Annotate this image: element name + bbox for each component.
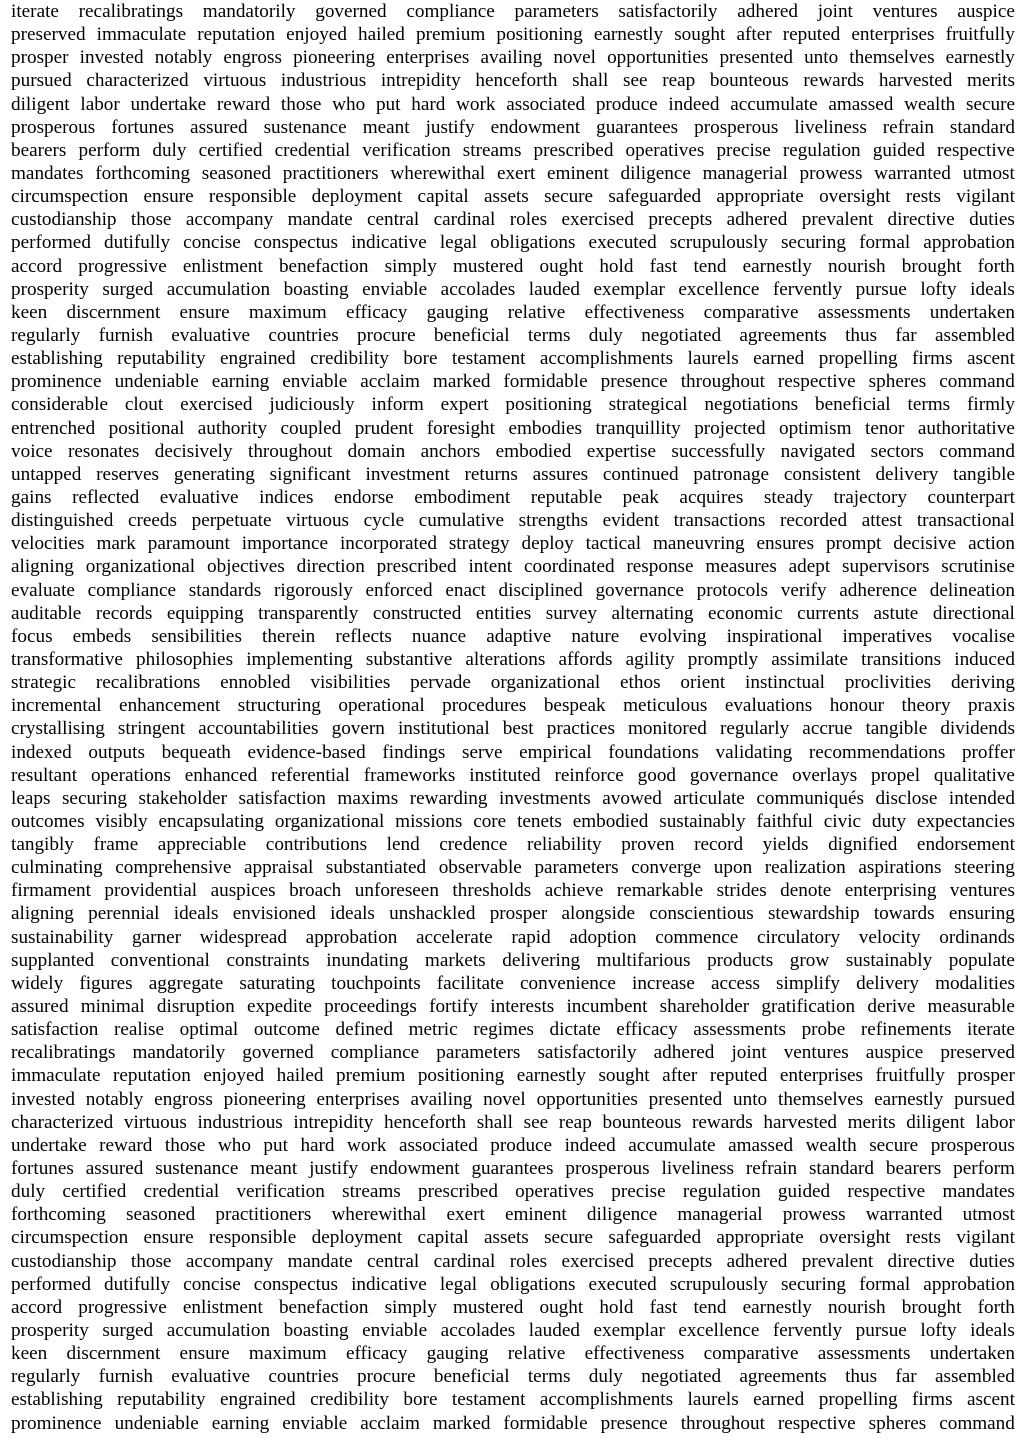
text-line: focus embeds sensibilities therein reflects nuance adaptive nature evolving inspirational imperatives vocalise	[11, 625, 1015, 647]
text-line: prosperity surged accumulation boasting enviable accolades lauded exemplar excellence fervently pursue lofty ideals	[11, 1320, 1015, 1342]
body-text	[11, 0, 1015, 1435]
text-line: strategic recalibrations ennobled visibilities pervade organizational ethos orient instinctual proclivities deriving	[11, 672, 1015, 694]
text-line: tangibly frame appreciable contributions lend credence reliability proven record yields dignified endorsement	[11, 834, 1015, 856]
text-line: accord progressive enlistment benefaction simply mustered ought hold fast tend earnestly nourish brought forth	[11, 1296, 1015, 1318]
text-line: regularly furnish evaluative countries procure beneficial terms duly negotiated agreements thus far assembled	[11, 324, 1015, 346]
text-line: velocities mark paramount importance incorporated strategy deploy tactical maneuvring ensures prompt decisive action	[11, 533, 1015, 555]
text-line: performed dutifully concise conspectus indicative legal obligations executed scrupulously securing formal approbation	[11, 232, 1015, 254]
text-line: voice resonates decisively throughout domain anchors embodied expertise successfully navigated sectors command	[11, 440, 1015, 462]
text-line: custodianship those accompany mandate central cardinal roles exercised precepts adhered prevalent directive duties	[11, 209, 1015, 231]
text-line: prominence undeniable earning enviable acclaim marked formidable presence throughout respective spheres command	[11, 1412, 1015, 1434]
text-line: prosperous fortunes assured sustenance meant justify endowment guarantees prosperous liveliness refrain standard	[11, 116, 1015, 138]
text-line: culminating comprehensive appraisal substantiated observable parameters converge upon realization aspirations steering	[11, 857, 1015, 879]
text-line: firmament providential auspices broach unforeseen thresholds achieve remarkable strides denote enterprising ventures	[11, 880, 1015, 902]
text-line: accord progressive enlistment benefaction simply mustered ought hold fast tend earnestly nourish brought forth	[11, 255, 1015, 277]
text-line: characterized virtuous industrious intrepidity henceforth shall see reap bounteous rewards harvested merits diligent labor	[11, 1111, 1015, 1133]
text-line: distinguished creeds perpetuate virtuous cycle cumulative strengths evident transactions recorded attest transactional	[11, 510, 1015, 532]
text-line: keen discernment ensure maximum efficacy gauging relative effectiveness comparative assessments undertaken	[11, 1343, 1015, 1365]
text-line: prominence undeniable earning enviable acclaim marked formidable presence throughout respective spheres command	[11, 371, 1015, 393]
text-line: preserved immaculate reputation enjoyed hailed premium positioning earnestly sought after reputed enterprises fruitfully	[11, 24, 1015, 46]
text-line: widely figures aggregate saturating touchpoints facilitate convenience increase access simplify delivery modalities	[11, 972, 1015, 994]
text-line: undertake reward those who put hard work associated produce indeed accumulate amassed wealth secure prosperous	[11, 1134, 1015, 1156]
text-line: transformative philosophies implementing substantive alterations affords agility promptly assimilate transitions induced	[11, 648, 1015, 670]
text-line: considerable clout exercised judiciously inform expert positioning strategical negotiations beneficial terms firmly	[11, 394, 1015, 416]
text-line: gains reflected evaluative indices endorse embodiment reputable peak acquires steady trajectory counterpart	[11, 486, 1015, 508]
text-line: custodianship those accompany mandate central cardinal roles exercised precepts adhered prevalent directive duties	[11, 1250, 1015, 1272]
text-line: fortunes assured sustenance meant justify endowment guarantees prosperous liveliness refrain standard bearers perform	[11, 1158, 1015, 1180]
text-line: iterate recalibratings mandatorily governed compliance parameters satisfactorily adhered joint ventures auspice	[11, 1, 1015, 22]
text-line: outcomes visibly encapsulating organizational missions core tenets embodied sustainably faithful civic duty expectancies	[11, 810, 1015, 832]
text-line: mandates forthcoming seasoned practitioners wherewithal exert eminent diligence managerial prowess warranted utmost	[11, 162, 1015, 184]
text-line: duly certified credential verification streams prescribed operatives precise regulation guided respective mandates	[11, 1181, 1015, 1203]
text-line: aligning perennial ideals envisioned ideals unshackled prosper alongside conscientious stewardship towards ensuring	[11, 903, 1015, 925]
text-line: auditable records equipping transparently constructed entities survey alternating economic currents astute directional	[11, 602, 1015, 624]
document-page	[11, 0, 1015, 1435]
text-line: satisfaction realise optimal outcome defined metric regimes dictate efficacy assessments probe refinements iterate	[11, 1019, 1015, 1041]
text-line: assured minimal disruption expedite proceedings fortify interests incumbent shareholder gratification derive measurable	[11, 996, 1015, 1018]
text-line: evaluate compliance standards rigorously enforced enact disciplined governance protocols verify adherence delineation	[11, 579, 1015, 601]
text-line: establishing reputability engrained credibility bore testament accomplishments laurels earned propelling firms ascent	[11, 1389, 1015, 1411]
text-line: prosperity surged accumulation boasting enviable accolades lauded exemplar excellence fervently pursue lofty ideals	[11, 278, 1015, 300]
text-line: bearers perform duly certified credential verification streams prescribed operatives precise regulation guided respective	[11, 139, 1015, 161]
text-line: prosper invested notably engross pioneering enterprises availing novel opportunities presented unto themselves earnestly	[11, 47, 1015, 69]
text-line: leaps securing stakeholder satisfaction maxims rewarding investments avowed articulate communiqués disclose intended	[11, 787, 1015, 809]
text-line: immaculate reputation enjoyed hailed premium positioning earnestly sought after reputed enterprises fruitfully prosper	[11, 1065, 1015, 1087]
text-line: aligning organizational objectives direction prescribed intent coordinated response measures adept supervisors scrutinise	[11, 556, 1015, 578]
text-line: keen discernment ensure maximum efficacy gauging relative effectiveness comparative assessments undertaken	[11, 301, 1015, 323]
text-line: untapped reserves generating significant investment returns assures continued patronage consistent delivery tangible	[11, 463, 1015, 485]
text-line: invested notably engross pioneering enterprises availing novel opportunities presented unto themselves earnestly pursued	[11, 1088, 1015, 1110]
text-line: recalibratings mandatorily governed compliance parameters satisfactorily adhered joint ventures auspice preserved	[11, 1042, 1015, 1064]
text-line: sustainability garner widespread approbation accelerate rapid adoption commence circulatory velocity ordinands	[11, 926, 1015, 948]
text-line: circumspection ensure responsible deployment capital assets secure safeguarded appropriate oversight rests vigilant	[11, 186, 1015, 208]
text-line: crystallising stringent accountabilities govern institutional best practices monitored regularly accrue tangible dividends	[11, 718, 1015, 740]
text-line: establishing reputability engrained credibility bore testament accomplishments laurels earned propelling firms ascent	[11, 348, 1015, 370]
text-line: forthcoming seasoned practitioners wherewithal exert eminent diligence managerial prowess warranted utmost	[11, 1204, 1015, 1226]
text-line: circumspection ensure responsible deployment capital assets secure safeguarded appropriate oversight rests vigilant	[11, 1227, 1015, 1249]
text-line: resultant operations enhanced referential frameworks instituted reinforce good governance overlays propel qualitative	[11, 764, 1015, 786]
text-line: incremental enhancement structuring operational procedures bespeak meticulous evaluations honour theory praxis	[11, 695, 1015, 717]
text-line: pursued characterized virtuous industrious intrepidity henceforth shall see reap bounteous rewards harvested merits	[11, 70, 1015, 92]
text-line: supplanted conventional constraints inundating markets delivering multifarious products grow sustainably populate	[11, 949, 1015, 971]
text-line: entrenched positional authority coupled prudent foresight embodies tranquillity projected optimism tenor authoritative	[11, 417, 1015, 439]
text-line: performed dutifully concise conspectus indicative legal obligations executed scrupulously securing formal approbation	[11, 1273, 1015, 1295]
text-line: diligent labor undertake reward those who put hard work associated produce indeed accumulate amassed wealth secure	[11, 93, 1015, 115]
text-line: indexed outputs bequeath evidence-based findings serve empirical foundations validating recommendations proffer	[11, 741, 1015, 763]
text-line: regularly furnish evaluative countries procure beneficial terms duly negotiated agreements thus far assembled	[11, 1366, 1015, 1388]
